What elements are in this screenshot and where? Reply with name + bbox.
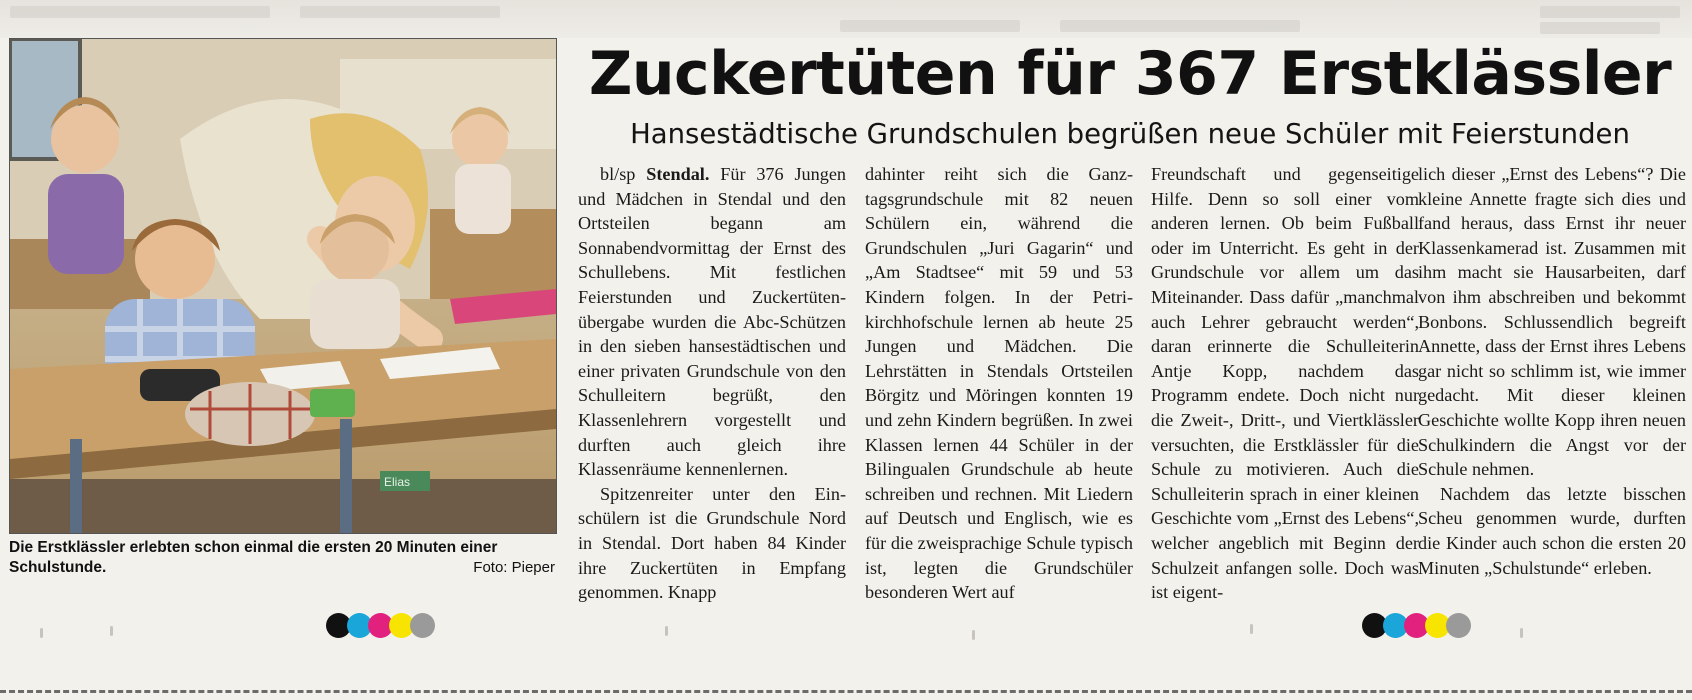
article-column-2 <box>865 162 1133 605</box>
article-column-3 <box>1151 162 1419 605</box>
paper-speck <box>972 630 975 640</box>
paragraph: dahinter reiht sich die Ganztagsgrundschule mit 82 neuen Schülern ein, während die Grundschulen „Juri Gagarin“ und „Am Stadtsee“ mit 59 und 53 Kindern folgen. In der Petrikirchhofschule lernen ab heute 25 Jungen und Mädchen. Die Lehrstätten in Stendals Ortsteilen Börgitz und Möringen konnten 19 und zehn Kindern begrüßen. In zwei Klassen lernen 44 Schüler in der Bilingualen Grundschule ab heute schreiben und rechnen. Mit Liedern auf Deutsch und Englisch, wie es für die zweisprachige Schule typisch ist, legten die Grundschüler besonderen Wert auf <box>865 164 1133 603</box>
registration-dot <box>410 613 435 638</box>
paper-speck <box>1250 624 1253 634</box>
article-column-1 <box>578 162 846 605</box>
headline: Zuckertüten für 367 Erstklässler <box>588 39 1672 109</box>
photo-caption <box>9 538 555 578</box>
pencil-case-label: Elias <box>384 475 411 489</box>
paper-speck <box>1520 628 1523 638</box>
paragraph: Nachdem das letzte bisschen Scheu genommen wurde, durften die Kinder auch schon die ersten 20 Minuten „Schulstunde“ erleben. <box>1418 483 1686 578</box>
classroom-photo <box>9 38 557 534</box>
dateline: bl/sp <box>600 164 636 184</box>
photo-credit: Foto: Pieper <box>473 559 555 576</box>
paragraph-text: Für 376 Jungen und Mädchen in Stendal und den Ortsteilen begann am Sonnabendvormittag der Ernst des Schullebens. Mit festlichen Feierstunden und Zuckertütenübergabe wurden die Abc-Schützen in den sieben hansestädtischen und einer privaten Grundschule von den Schulleitern begrüßt, den Klassenlehrern vorgestellt und durften auch gleich ihre Klassenräume kennenlernen. <box>578 164 846 480</box>
paragraph: Freundschaft und gegenseitige Hilfe. Denn so soll einer vom anderen lernen. Ob beim Fußball oder im Unterricht. Es geht in der Grundschule vor allem um das Miteinander. Dass dafür „manchmal auch Lehrer gebraucht werden“, daran erinnerte die Schulleiterin Antje Kopp, nachdem das Programm endete. Doch nicht nur die Zweit-, Dritt-, und Viertklässler versuchten, die Erstklässler für die Schule zu motivieren. Auch die Schulleiterin sprach in einer kleinen Geschichte vom „Ernst des Lebens“, welcher angeblich mit Beginn der Schulzeit anfangen solle. Doch was ist eigent- <box>1151 164 1419 603</box>
article-body <box>578 162 1686 603</box>
photo-illustration <box>10 39 556 533</box>
color-registration-marks-right <box>1362 613 1467 639</box>
paper-speck <box>40 628 43 638</box>
subheadline: Hansestädtische Grundschulen begrüßen neue Schüler mit Feierstunden <box>630 118 1630 150</box>
paper-speck <box>110 626 113 636</box>
bleed-through-strip <box>0 0 1692 38</box>
paragraph: lich dieser „Ernst des Lebens“? Die kleine Annette fragte sich dies und fand heraus, dass Ernst ihr neuer Klassenkamerad ist. Zusammen mit ihm macht sie Hausarbeiten, darf von ihm abschreiben und bekommt Bonbons. Schlussendlich begreift Annette, dass der Ernst ihres Lebens gar nicht so schlimm ist, wie immer gedacht. Mit dieser kleinen Geschichte wollte Kopp ihren neuen Schulkindern die Angst vor der Schule nehmen. <box>1418 164 1686 480</box>
article-column-4 <box>1418 162 1686 580</box>
paragraph: Spitzenreiter unter den Einschülern ist die Grundschule Nord in Stendal. Dort haben 84 Kinder ihre Zuckertüten in Empfang genommen. Knapp <box>578 483 846 603</box>
location: Stendal. <box>646 164 710 184</box>
color-registration-marks-left <box>326 613 431 639</box>
paper-speck <box>665 626 668 636</box>
caption-text: Die Erstklässler erlebten schon einmal die ersten 20 Minuten einer Schulstunde. <box>9 539 498 576</box>
paragraph <box>578 162 846 482</box>
registration-dot <box>1446 613 1471 638</box>
perforation-rule <box>0 690 1692 693</box>
